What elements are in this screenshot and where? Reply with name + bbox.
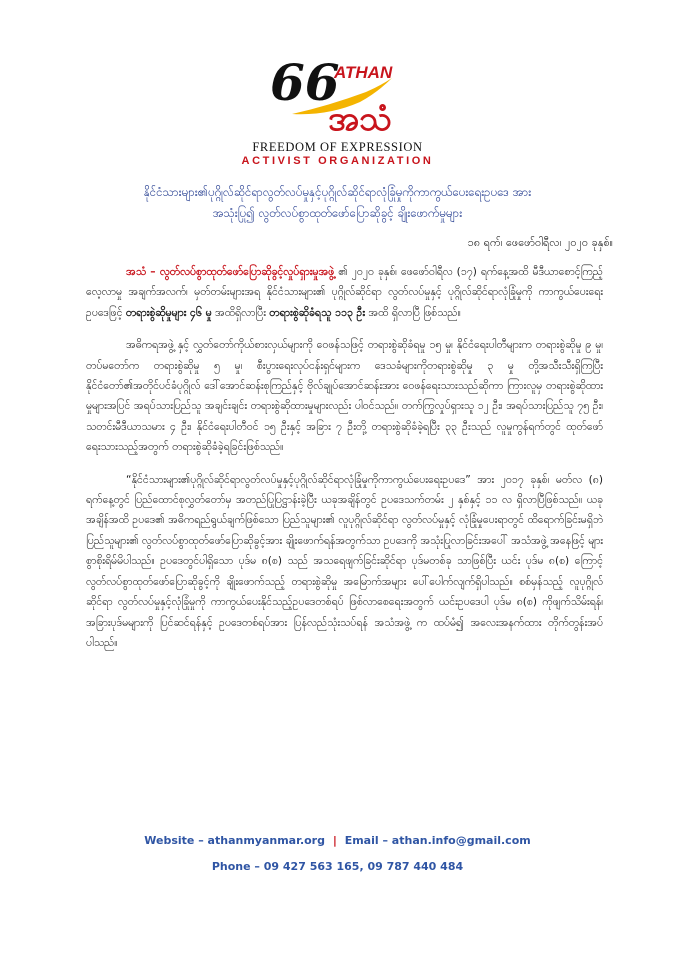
email-link[interactable]: Email – athan.info@gmail.com [344,834,531,847]
title-line-2: အသုံးပြု၍ လွတ်လပ်စွာထုတ်ဖော်ပြောဆိုခွင့် ချိုးဖောက်မှုများ [212,206,463,220]
organization-name: အသံ – လွတ်လပ်စွာထုတ်ဖော်ပြောဆိုခွင့်လှုပ်ရှားမှုအဖွဲ့ [126,266,335,278]
paragraph-1-text-c: အထိရှိလာပြီး [211,306,270,319]
footer-contact [0,834,675,847]
logo-numerals: 66 [270,53,340,112]
footer-separator: | [332,834,337,847]
footer-phone: Phone – 09 427 563 165, 09 787 440 484 [211,860,464,873]
paragraph-1 [86,262,603,323]
body-text [86,262,603,665]
org-subtitle: ACTIVIST ORGANIZATION [241,155,434,167]
paragraph-1-text-a: ၏ ၂၀၂၀ ခုနှစ်၊ ဖေဖော်ဝါရီလ (၁၇) ရက်နေ့အထိ မီဒီယာစောင့်ကြည့်လေ့လာမှု အချက်အလက်၊ မှတ်တမ်းများအရ နိုင်ငံသားများ၏ ပုဂ္ဂိုလ်ဆိုင်ရာ လွတ်လပ်မှုနှင့် ပုဂ္ဂိုလ်ဆိုင်ရာလုံခြုံမှုကို ကာကွယ်ပေးရေးဥပဒေဖြင့် [86,266,603,319]
athan-logo [268,48,408,136]
org-name: FREEDOM OF EXPRESSION [252,140,423,154]
paragraph-2: အဓိကရအဖွဲ့ နှင့် လွှတ်တော်ကိုယ်စားလှယ်များကို ဝေဖန်သဖြင့် တရားစွဲဆိုခံရမှု ၁၅ မှု၊ နိုင်ငံရေးပါတီများက တရားစွဲဆိုမှု ၉ မှု၊ တပ်မတော်က တရားစွဲဆိုမှု ၅ မှု၊ စီးပွားရေးလုပ်ငန်းရှင်များက ဒေသခံများကိုတရားစွဲဆိုမှု ၃ မှု တို့အသီးသီးရှိကြပြီး နိုင်ငံတော်၏အတိုင်ပင်ခံပုဂ္ဂိုလ် ဒေါ်အောင်ဆန်းစုကြည်နှင့် ဗိုလ်ချုပ်အောင်ဆန်းအား ဝေဖန်ရေးသားသည်ဆိုကာ ကြားလူမှ တရားစွဲဆိုထားမှုများအပြင် အရပ်သားပြည်သူ အချင်းချင်း တရားစွဲဆိုထားမှုများလည်း ပါဝင်သည်။ တက်ကြွလှုပ်ရှားသူ ၁၂ ဦး၊ အရပ်သားပြည်သူ ၇၅ ဦး၊ သတင်းမီဒီယာသမား ၄ ဦး၊ နိုင်ငံရေးပါတီဝင် ၁၅ ဦးနှင့် အခြား ၇ ဦးတို့ တရားစွဲဆိုခံခဲ့ရပြီး ၃၃ ဦးသည် လူမှုကွန်ရက်တွင် ထုတ်ဖော်ရေးသားသည့်အတွက် တရားစွဲဆိုခံခဲ့ရခြင်းဖြစ်သည်။ [86,339,603,454]
title-line-1: နိုင်ငံသားများ၏ပုဂ္ဂိုလ်ဆိုင်ရာလွတ်လပ်မှုနှင့်ပုဂ္ဂိုလ်ဆိုင်ရာလုံခြုံမှုကိုကာကွယ်ပေးရေးဥပဒေ အား [143,185,532,199]
case-count: တရားစွဲဆိုမှုများ ၄၆ မှု [125,306,212,319]
athan-logo-mark [268,48,408,136]
logo-myanmar-script: အသံ [328,99,393,136]
defendant-count: တရားစွဲဆိုခံရသူ ၁၁၃ ဦး [269,306,366,319]
document-title [60,182,615,224]
logo-wordmark: ATHAN [334,63,393,82]
website-link[interactable]: Website – athanmyanmar.org [144,834,325,847]
dateline: ၁၈ ရက်၊ ဖေဖော်ဝါရီလ၊ ၂၀၂၀ ခုနှစ်။ [467,236,613,249]
paragraph-3: “နိုင်ငံသားများ၏ပုဂ္ဂိုလ်ဆိုင်ရာလွတ်လပ်မှုနှင့်ပုဂ္ဂိုလ်ဆိုင်ရာလုံခြုံမှုကိုကာကွယ်ပေးရေးဥပဒေ” အား ၂၀၁၇ ခုနှစ်၊ မတ်လ (၈) ရက်နေ့တွင် ပြည်ထောင်စုလွှတ်တော်မှ အတည်ပြုပြဋ္ဌာန်းခဲ့ပြီး ယခုအချိန်တွင် ဥပဒေသက်တမ်း ၂ နှစ်နှင့် ၁၁ လ ရှိလာပြီဖြစ်သည်။ ယခုအချိန်အထိ ဥပဒေ၏ အဓိကရည်ရွယ်ချက်ဖြစ်သော ပြည်သူများ၏ လူပုဂ္ဂိုလ်ဆိုင်ရာ လွတ်လပ်မှုနှင့် လုံခြုံမှုပေးရာတွင် ထိရောက်ခြင်းမရှိဘဲ ပြည်သူများ၏ လွတ်လပ်စွာထုတ်ဖော်ပြောဆိုခွင့်အား ချိုးဖောက်ရန်အတွက်သာ ဥပဒေကို အသုံးပြုလာခြင်းအပေါ် အသံအဖွဲ့ အနေဖြင့် များစွာစိုးရိမ်မိပါသည်။ ဥပဒေတွင်ပါရှိသော ပုဒ်မ ၈(စ) သည် အသရေဖျက်ခြင်းဆိုင်ရာ ပုဒ်မတစ်ခု သာဖြစ်ပြီး ယင်း ပုဒ်မ ၈(စ) ကြောင့် လွတ်လပ်စွာထုတ်ဖော်ပြောဆိုခွင့်ကို ချိုးဖောက်သည့် တရားစွဲဆိုမှု အမြောက်အများ ပေါ်ပေါက်လျက်ရှိပါသည်။ စစ်မှန်သည့် လူပုဂ္ဂိုလ်ဆိုင်ရာ လွတ်လပ်မှုနှင့်လုံခြုံမှုကို ကာကွယ်ပေးနိုင်သည့်ဥပဒေတစ်ရပ် ဖြစ်လာစေရေးအတွက် ယင်းဥပဒေပါ ပုဒ်မ ၈(စ) ကိုဖျက်သိမ်းရန်၊ အခြားပုဒ်မများကို ပြင်ဆင်ရန်နှင့် ဥပဒေတစ်ရပ်အား ပြန်လည်သုံးသပ်ရန် အသံအဖွဲ့ က ထပ်မံ၍ အလေးအနက်ထား တိုက်တွန်းအပ်ပါသည်။ [86,473,603,649]
paragraph-1-text-d: အထိ ရှိလာပြီ ဖြစ်သည်။ [365,306,461,319]
